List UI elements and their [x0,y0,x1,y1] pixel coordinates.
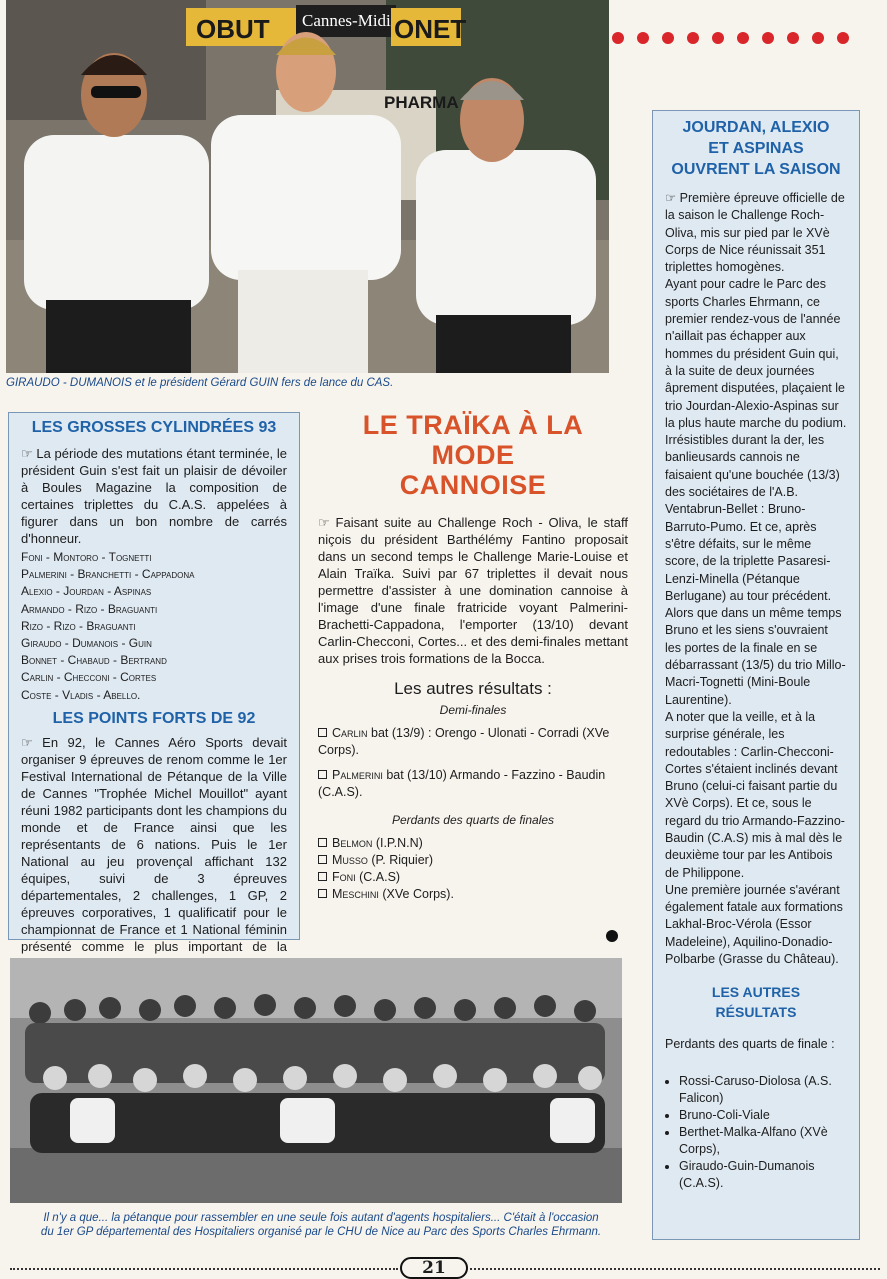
group-photo [10,958,622,1203]
box-left-points-forts: ☞ En 92, le Cannes Aéro Sports devait organiser 9 épreuves de renom comme le 1er Festival International de Pétanque de la Ville de Cannes "Trophée Michel Mouillot" ayant réuni 1982 participants dont les champions du monde et de France ainsi que les représentants de 6 nations. Puis le 1er National au jeu provençal affichant 132 équipes, suivi de 3 épreuves départementales, 2 challenges, 1 GP, 2 épreuves corporatives, 1 qualificatif pour le championnat de France et 1 National féminin présenté comme le plus important de la [21,734,287,954]
team-item: Armando - Rizo - Braguanti [21,601,158,616]
team-item: Alexio - Jourdan - Aspinas [21,584,152,599]
checkbox-icon [318,838,327,847]
list-item: • Rossi-Caruso-Diolosa (A.S. Falicon) [679,1073,847,1107]
team-item: Carlin - Checconi - Cortes [21,670,157,685]
team-item: Rizo - Rizo - Braguanti [21,618,136,633]
team-item: Foni - Montoro - Tognetti [21,550,152,564]
article-traika [318,410,628,903]
photo-group [10,958,622,1203]
checkbox-icon [318,855,327,864]
team-list [21,549,287,704]
end-dot-icon [606,930,618,942]
photo-group-caption: Il n'y a que... la pétanque pour rassembler en une seule fois autant d'agents hospitaliers... C'était à l'occasion du 1er GP départemental des Hospitaliers organisé par le CHU de Nice au Parc des Sports Charles Ehrmann. [40,1212,602,1238]
team-item: Palmerini - Branchetti - Cappadona [21,567,195,582]
article-title: LE TRAÏKA À LA MODE CANNOISE [362,410,584,500]
box-right-results-title: LES AUTRES RÉSULTATS [711,984,801,1021]
team-item: Giraudo - Dumanois - Guin [21,636,152,651]
players-photo [6,0,609,373]
list-item: • Berthet-Malka-Alfano (XVè Corps), [679,1124,847,1158]
semi-result: Palmerini bat (13/10) Armando - Fazzino - Baudin (C.A.S). [318,768,606,799]
semi-result: Carlin bat (13/9) : Orengo - Ulonati - Corradi (XVe Corps). [318,726,610,757]
team-item: Bonnet - Chabaud - Bertrand [21,653,167,668]
box-left-intro: ☞ La période des mutations étant terminée, le président Guin s'est fait un plaisir de dévoiler à Boules Magazine la composition de certaines triplettes du C.A.S. appelées à figurer dans un bon nombre de carrés d'honneur. [21,446,287,546]
box-left-title: LES GROSSES CYLINDRÉES 93 [31,419,277,436]
checkbox-icon [318,872,327,881]
team-item: Coste - Vladis - Abello. [21,687,141,702]
quarter-result: Meschini (XVe Corps). [318,886,628,903]
checkbox-icon [318,728,327,737]
box-jourdan-alexio [652,110,860,1240]
sign-obut: OBUT [196,14,270,44]
semi-finals-label: Demi-finales [439,703,507,717]
box-right-results-intro: Perdants des quarts de finale : [665,1037,835,1052]
page-number: 21 [400,1257,468,1279]
photo-top [6,0,609,373]
list-item: • Giraudo-Guin-Dumanois (C.A.S). [679,1158,847,1192]
quarter-finals-label: Perdants des quarts de finales [391,813,555,827]
list-item: • Bruno-Coli-Viale [679,1107,847,1124]
sign-cannes-midi: Cannes-Midi [302,11,391,30]
quarter-result: Musso (P. Riquier) [318,852,628,869]
page-footer [0,1257,887,1279]
box-right-title: JOURDAN, ALEXIO ET ASPINAS OUVRENT LA SAISON [671,119,841,178]
checkbox-icon [318,889,327,898]
quarter-result: Belmon (I.P.N.N) [318,835,628,852]
decorative-dots [612,32,849,44]
box-left-title-2: LES POINTS FORTS DE 92 [52,709,256,727]
sign-onet: ONET [394,14,467,44]
results-heading: Les autres résultats : [394,679,552,698]
sign-pharma: PHARMA [384,93,459,112]
checkbox-icon [318,770,327,779]
box-right-body: ☞ Première épreuve officielle de la saison le Challenge Roch-Oliva, mis sur pied par le XVè Corps de Nice réunissait 351 triplettes homogènes. Ayant pour cadre le Parc des sports Charles Ehrmann, ce premier rendez-vous de l'année n'aillait pas échapper aux hommes du président Guin qui, à la suite de deux journées âprement disputées, plaçaient le trio Jourdan-Alexio-Aspinas sur la plus haute marche du podium. Irrésistibles durant la der, les banlieusards cannois ne faisaient qu'une bouchée (13/3) des sociétaires de l'A.B. Ventabrun-Bellet : Bruno-Barruto-Pumo. Et ce, après s'être défaits, sur le même score, de la triplette Pasaresi-Lenzi-Minella (Pétanque Berlugane) au tour précédent. Alors que dans un même temps Bruno et les siens s'ouvraient les portes de la finale en se débarrassant (13/5) du trio Millo-Macri-Tognetti (Mini-Boule Laurentine). A noter que la veille, et à la surprise générale, les redoutables : Carlin-Checconi-Cortes s'étaient inclinés devant Bruno (celui-ci faisant partie du XVè Corps). Et ce, sous le regard du trio Armando-Fazzino-Baudin (C.A.S) mis à mal dès le deuxième tour par les Antibois de Philippone. Une première journée s'avérant également fatale aux formations Lakhal-Broc-Vérola (Essor Madeleine), Aquilino-Donadio-Polbarbe (Grasse du Château). [665,191,847,967]
quarter-result: Foni (C.A.S) [318,869,628,886]
article-body: ☞ Faisant suite au Challenge Roch - Oliva, le staff niçois du président Barthélémy Fantino proposait dans un second temps le Challenge Marie-Louise et Alain Traïka. Suivi par 67 triplettes il devait nous permettre d'assister à une domination cannoise à l'image d'une finale fratricide voyant Palmerini-Brachetti-Cappadona, l'emporter (13/10) devant Carlin-Checconi, Cortes... et des demi-finales mettant aux prises trois formations de la Bocca. [318,515,628,666]
box-right-results-list [665,1073,847,1192]
photo-top-caption: GIRAUDO - DUMANOIS et le président Gérard GUIN fers de lance du CAS. [6,377,394,389]
box-grosses-cylindrees [8,412,300,954]
